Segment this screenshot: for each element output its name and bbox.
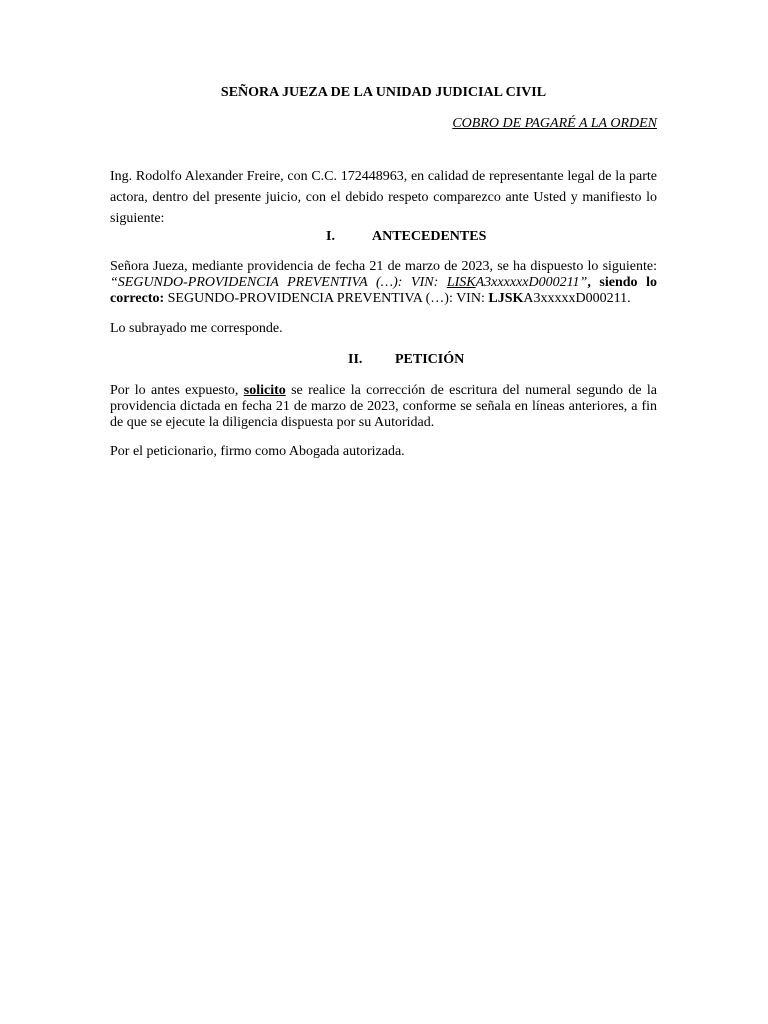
- case-subject: COBRO DE PAGARÉ A LA ORDEN: [452, 116, 657, 131]
- antecedentes-lead: Señora Jueza, mediante providencia de fecha 21 de marzo de 2023, se ha dispuesto lo siguiente:: [110, 259, 657, 274]
- peticion-rest: se realice la corrección de escritura del numeral segundo de la providencia dictada en fecha 21 de marzo de 2023, conforme se señala en líneas anteriores, a fin de que se ejecute la diligencia dispuesta por su Autoridad.: [110, 383, 657, 430]
- solicito-keyword: solicito: [243, 383, 286, 398]
- peticion-paragraph: [110, 383, 657, 431]
- section-title: ANTECEDENTES: [372, 229, 487, 244]
- correction-label: , siendo lo correcto:: [110, 275, 657, 306]
- closing-line: Por el peticionario, firmo como Abogada autorizada.: [110, 444, 405, 459]
- correct-rest: A3xxxxxD000211.: [523, 291, 631, 306]
- underlined-vin-prefix: LISK: [446, 275, 476, 290]
- underline-note: Lo subrayado me corresponde.: [110, 321, 283, 336]
- section-number: I.: [326, 229, 335, 244]
- document-title: SEÑORA JUEZA DE LA UNIDAD JUDICIAL CIVIL: [220, 85, 547, 100]
- antecedentes-paragraph: [110, 259, 657, 307]
- correct-vin-prefix: LJSK: [488, 291, 524, 306]
- quoted-text: [110, 275, 587, 290]
- section-title: PETICIÓN: [395, 352, 465, 367]
- quote-open: “SEGUNDO-PROVIDENCIA PREVENTIVA (…): VIN:: [110, 275, 447, 290]
- peticion-lead: Por lo antes expuesto,: [110, 383, 244, 398]
- section-number: II.: [348, 352, 363, 367]
- intro-paragraph: Ing. Rodolfo Alexander Freire, con C.C. 172448963, en calidad de representante legal de la parte actora, dentro del presente juicio, con el debido respeto comparezco ante Usted y manifiesto lo siguiente:: [110, 169, 657, 226]
- quote-rest: A3xxxxxxD000211”: [475, 275, 588, 290]
- correct-text: SEGUNDO-PROVIDENCIA PREVENTIVA (…): VIN:: [164, 291, 489, 306]
